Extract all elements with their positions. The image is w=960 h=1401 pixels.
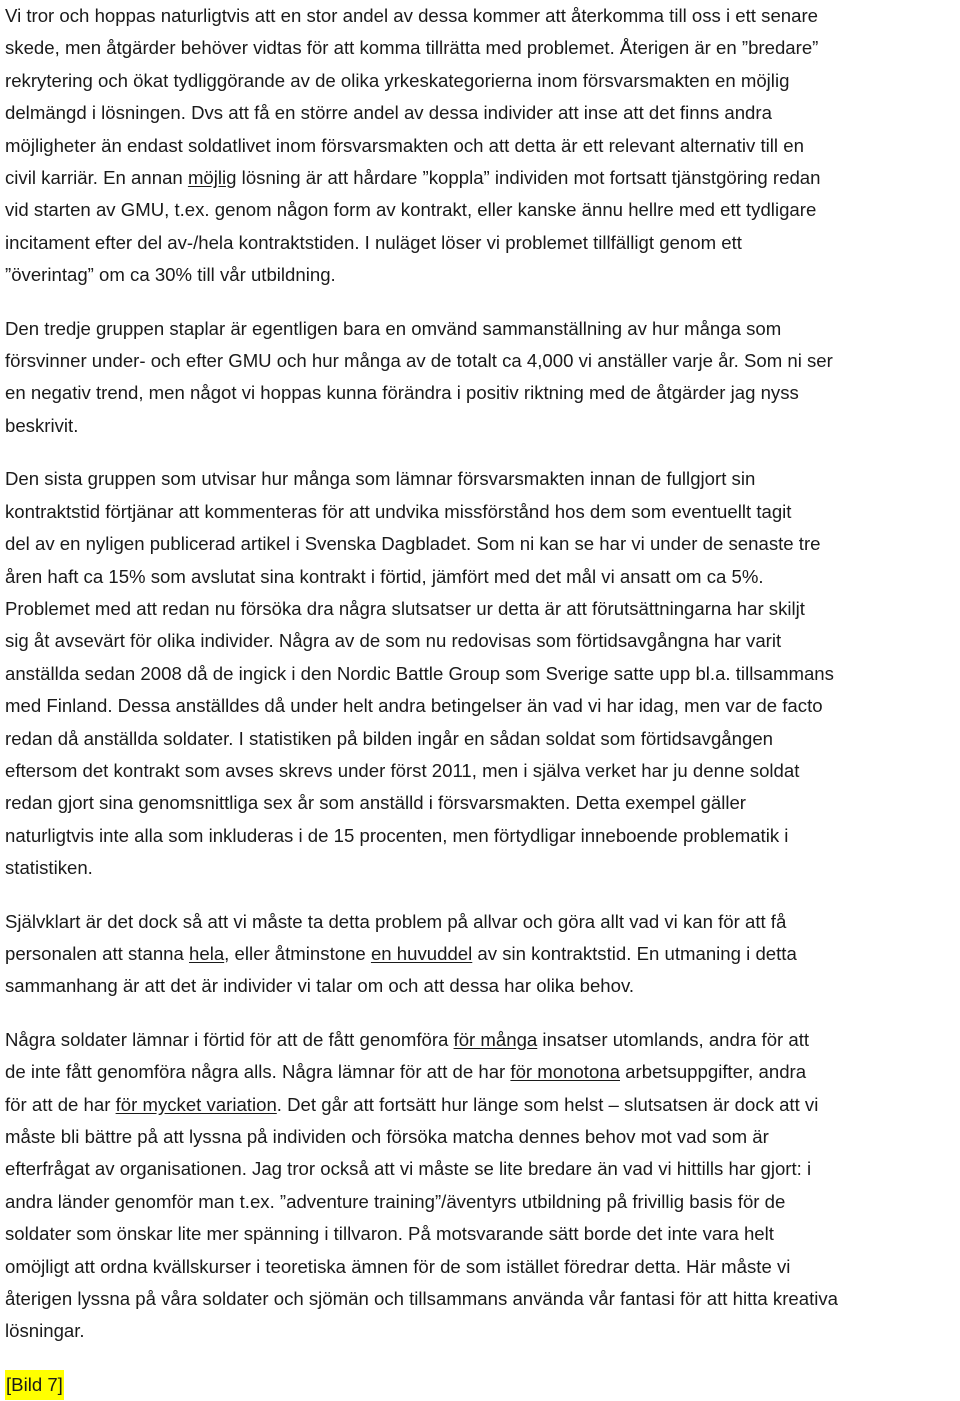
text-line bbox=[5, 938, 957, 970]
text-segment: civil karriär. En annan bbox=[5, 167, 188, 189]
text-segment: insatser utomlands, andra för att bbox=[537, 1028, 810, 1050]
text-segment: sammanhang är att det är individer vi talar om och att dessa har olika behov. bbox=[5, 975, 635, 997]
text-line bbox=[5, 1089, 957, 1121]
text-line bbox=[5, 787, 957, 819]
text-line bbox=[5, 32, 957, 64]
text-segment: vid starten av GMU, t.ex. genom någon form av kontrakt, eller kanske ännu hellre med ett tydligare bbox=[5, 199, 817, 221]
text-segment: delmängd i lösningen. Dvs att få en större andel av dessa individer att inse att det finns andra bbox=[5, 102, 772, 124]
paragraph bbox=[5, 463, 957, 884]
text-segment: redan då anställda soldater. I statistiken på bilden ingår en sådan soldat som förtidsavgången bbox=[5, 727, 774, 749]
underlined-text: möjlig bbox=[187, 167, 237, 189]
text-line bbox=[5, 259, 957, 291]
underlined-text: hela bbox=[189, 942, 225, 964]
text-segment: redan gjort sina genomsnittliga sex år som anställd i försvarsmakten. Detta exempel gäller bbox=[5, 792, 746, 814]
text-segment: sig åt avsevärt för olika individer. Några av de som nu redovisas som förtidsavgångna har varit bbox=[5, 630, 782, 652]
text-segment: andra länder genomför man t.ex. ”adventure training”/äventyrs utbildning på frivillig basis för de bbox=[5, 1190, 786, 1212]
text-segment: kontraktstid förtjänar att kommenteras för att undvika missförstånd hos dem som eventuellt tagit bbox=[5, 500, 792, 522]
text-segment: Problemet med att redan nu försöka dra några slutsatser ur detta är att förutsättningarna har skiljt bbox=[5, 597, 805, 619]
text-segment: naturligtvis inte alla som inkluderas i de 15 procenten, men förtydligar inneboende problematik i bbox=[5, 824, 789, 846]
text-line bbox=[5, 723, 957, 755]
text-line bbox=[5, 561, 957, 593]
text-segment: Självklart är det dock så att vi måste ta detta problem på allvar och göra allt vad vi kan för att få bbox=[5, 910, 787, 932]
text-line bbox=[5, 194, 957, 226]
text-segment: lösning är att hårdare ”koppla” individen mot fortsatt tjänstgöring redan bbox=[236, 167, 821, 189]
text-segment: . Det går att fortsätt hur länge som helst – slutsatsen är dock att vi bbox=[276, 1093, 819, 1115]
text-segment: del av en nyligen publicerad artikel i Svenska Dagbladet. Som ni kan se har vi under de senaste tre bbox=[5, 533, 821, 555]
text-line bbox=[5, 1251, 957, 1283]
text-segment: en negativ trend, men något vi hoppas kunna förändra i positiv riktning med de åtgärder jag nyss bbox=[5, 382, 799, 404]
text-segment: återigen lyssna på våra soldater och sjömän och tillsammans använda vår fantasi för att hitta kreativa bbox=[5, 1288, 839, 1310]
text-segment: för att de har bbox=[5, 1093, 116, 1115]
underlined-text: för mycket variation bbox=[115, 1093, 277, 1115]
text-segment: eftersom det kontrakt som avses skrevs under först 2011, men i själva verket har ju denne soldat bbox=[5, 759, 800, 781]
text-line bbox=[5, 528, 957, 560]
text-segment: anställda sedan 2008 då de ingick i den Nordic Battle Group som Sverige satte upp bl.a. tillsammans bbox=[5, 662, 834, 684]
text-segment: lösningar. bbox=[5, 1320, 85, 1342]
text-line bbox=[5, 130, 957, 162]
text-segment: statistiken. bbox=[5, 857, 93, 879]
text-segment: skede, men åtgärder behöver vidtas för att komma tillrätta med problemet. Återigen är en ”bredare” bbox=[5, 37, 819, 59]
text-segment: , eller åtminstone bbox=[224, 942, 371, 964]
text-segment: måste bli bättre på att lyssna på individen och försöka matcha dennes behov mot vad som är bbox=[5, 1126, 769, 1147]
text-segment: möjligheter än endast soldatlivet inom försvarsmakten och att detta är ett relevant alternativ till en bbox=[5, 134, 804, 156]
text-segment: incitament efter del av-/hela kontraktstiden. I nuläget löser vi problemet tillfälligt genom ett bbox=[5, 231, 742, 253]
text-line bbox=[5, 1024, 957, 1056]
text-line bbox=[5, 658, 957, 690]
text-segment: soldater som önskar lite mer spänning i tillvaron. På motsvarande sätt borde det inte vara helt bbox=[5, 1223, 774, 1245]
document-body bbox=[5, 0, 957, 1348]
text-segment: beskrivit. bbox=[5, 414, 79, 436]
image-caption: [Bild 7] bbox=[5, 1370, 64, 1400]
text-segment: Den tredje gruppen staplar är egentligen bara en omvänd sammanställning av hur många som bbox=[5, 317, 782, 339]
text-line bbox=[5, 690, 957, 722]
text-line bbox=[5, 1153, 957, 1185]
text-segment: arbetsuppgifter, andra bbox=[620, 1061, 807, 1083]
text-line bbox=[5, 65, 957, 97]
text-line bbox=[5, 1218, 957, 1250]
text-segment: åren haft ca 15% som avslutat sina kontrakt i förtid, jämfört med det mål vi ansatt om ca 5%. bbox=[5, 565, 764, 587]
text-line bbox=[5, 820, 957, 852]
paragraph bbox=[5, 313, 957, 443]
text-segment: med Finland. Dessa anställdes då under helt andra betingelser än vad vi har idag, men var de facto bbox=[5, 695, 823, 717]
paragraph-gap bbox=[5, 292, 957, 313]
paragraph bbox=[5, 0, 957, 292]
text-segment: försvinner under- och efter GMU och hur många av de totalt ca 4,000 vi anställer varje år. Som ni ser bbox=[5, 350, 833, 372]
text-line bbox=[5, 852, 957, 884]
text-line bbox=[5, 0, 957, 32]
text-segment: de inte fått genomföra några alls. Några lämnar för att de har bbox=[5, 1061, 511, 1083]
text-segment: Några soldater lämnar i förtid för att de fått genomföra bbox=[5, 1028, 454, 1050]
text-line bbox=[5, 227, 957, 259]
text-line bbox=[5, 1186, 957, 1218]
text-line bbox=[5, 593, 957, 625]
paragraph bbox=[5, 906, 957, 1003]
text-line bbox=[5, 345, 957, 377]
text-line bbox=[5, 906, 957, 938]
text-line bbox=[5, 1121, 957, 1153]
text-line bbox=[5, 1283, 957, 1315]
paragraph-gap bbox=[5, 442, 957, 463]
text-line bbox=[5, 377, 957, 409]
text-segment: omöjligt att ordna kvällskurser i teoretiska ämnen för de som istället föredrar detta. Här måste vi bbox=[5, 1255, 791, 1277]
text-line bbox=[5, 410, 957, 442]
text-segment: Den sista gruppen som utvisar hur många som lämnar försvarsmakten innan de fullgjort sin bbox=[5, 468, 756, 490]
text-line bbox=[5, 755, 957, 787]
paragraph bbox=[5, 1024, 957, 1348]
text-line bbox=[5, 463, 957, 495]
paragraph-gap bbox=[5, 1003, 957, 1024]
text-line bbox=[5, 313, 957, 345]
text-segment: efterfrågat av organisationen. Jag tror också att vi måste se lite bredare än vad vi hittills har gjort: i bbox=[5, 1158, 812, 1180]
text-segment: av sin kontraktstid. En utmaning i detta bbox=[472, 942, 797, 964]
underlined-text: för monotona bbox=[510, 1061, 620, 1083]
text-line bbox=[5, 970, 957, 1002]
text-segment: rekrytering och ökat tydliggörande av de olika yrkeskategorierna inom försvarsmakten en möjlig bbox=[5, 69, 790, 91]
underlined-text: för många bbox=[453, 1028, 538, 1050]
text-line bbox=[5, 625, 957, 657]
text-line bbox=[5, 162, 957, 194]
text-line bbox=[5, 1315, 957, 1347]
paragraph-gap bbox=[5, 885, 957, 906]
text-segment: personalen att stanna bbox=[5, 942, 190, 964]
text-line bbox=[5, 496, 957, 528]
text-segment: ”överintag” om ca 30% till vår utbildning. bbox=[5, 264, 336, 286]
text-segment: Vi tror och hoppas naturligtvis att en stor andel av dessa kommer att återkomma till oss i ett senare bbox=[5, 5, 818, 26]
text-line bbox=[5, 97, 957, 129]
underlined-text: en huvuddel bbox=[370, 942, 473, 964]
text-line bbox=[5, 1056, 957, 1088]
